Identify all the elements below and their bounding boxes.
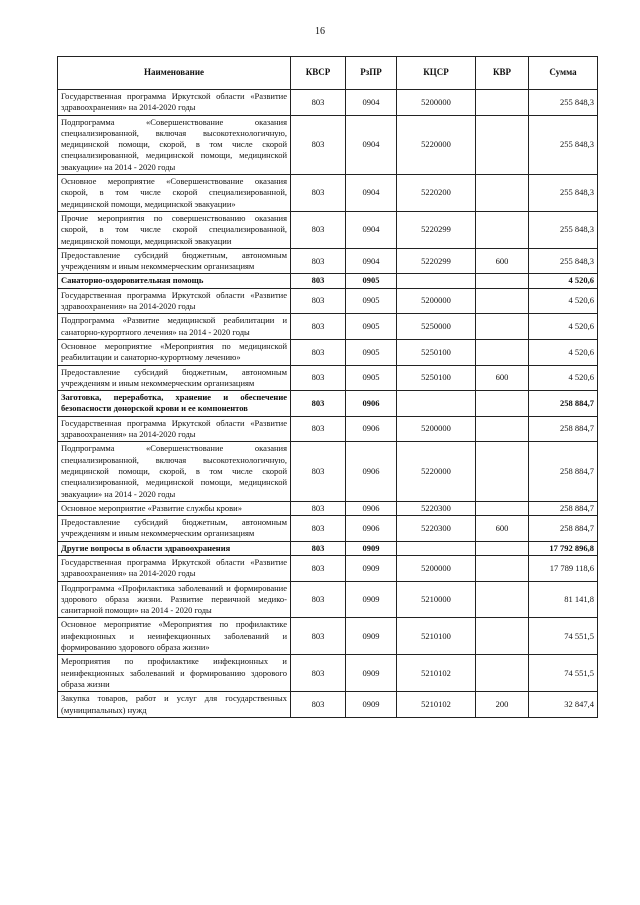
row-kcsr: 5210000 [397, 581, 476, 618]
row-kvsr: 803 [291, 288, 346, 314]
row-kvsr: 803 [291, 692, 346, 718]
row-rzpr: 0906 [346, 391, 397, 417]
row-kvr [476, 655, 529, 692]
row-kvsr: 803 [291, 516, 346, 542]
row-name: Санаторно-оздоровительная помощь [58, 274, 291, 288]
row-rzpr: 0905 [346, 339, 397, 365]
row-rzpr: 0905 [346, 365, 397, 391]
header-name: Наименование [58, 57, 291, 90]
row-name: Основное мероприятие «Развитие службы крови» [58, 501, 291, 515]
row-kvr: 600 [476, 365, 529, 391]
row-sum: 258 884,7 [529, 391, 598, 417]
budget-table [57, 56, 598, 718]
row-name: Государственная программа Иркутской области «Развитие здравоохранения» на 2014-2020 годы [58, 416, 291, 442]
row-kvsr: 803 [291, 115, 346, 174]
row-name: Другие вопросы в области здравоохранения [58, 541, 291, 555]
row-kvr [476, 416, 529, 442]
row-sum: 258 884,7 [529, 442, 598, 501]
row-kcsr: 5220300 [397, 501, 476, 515]
row-sum: 258 884,7 [529, 516, 598, 542]
table-row [58, 175, 598, 212]
row-kvr [476, 314, 529, 340]
row-rzpr: 0905 [346, 288, 397, 314]
table-row [58, 555, 598, 581]
row-name: Основное мероприятие «Совершенствование оказания скорой, в том числе скорой специализированной, медицинской помощи, медицинской эвакуации» [58, 175, 291, 212]
row-kvsr: 803 [291, 618, 346, 655]
row-rzpr: 0909 [346, 618, 397, 655]
row-kcsr [397, 541, 476, 555]
row-name: Заготовка, переработка, хранение и обеспечение безопасности донорской крови и ее компонентов [58, 391, 291, 417]
row-kcsr [397, 274, 476, 288]
row-sum: 4 520,6 [529, 339, 598, 365]
row-kcsr: 5220300 [397, 516, 476, 542]
row-kcsr: 5200000 [397, 288, 476, 314]
row-kvsr: 803 [291, 655, 346, 692]
row-name: Государственная программа Иркутской области «Развитие здравоохранения» на 2014-2020 годы [58, 90, 291, 116]
row-kvsr: 803 [291, 211, 346, 248]
row-kcsr: 5220200 [397, 175, 476, 212]
row-rzpr: 0909 [346, 555, 397, 581]
row-rzpr: 0904 [346, 90, 397, 116]
header-sum: Сумма [529, 57, 598, 90]
row-kcsr: 5200000 [397, 555, 476, 581]
row-kcsr: 5220299 [397, 211, 476, 248]
header-kcsr: КЦСР [397, 57, 476, 90]
row-sum: 4 520,6 [529, 314, 598, 340]
row-sum: 255 848,3 [529, 211, 598, 248]
row-name: Прочие мероприятия по совершенствованию оказания скорой, в том числе скорой специализированной, медицинской помощи, медицинской эвакуации [58, 211, 291, 248]
row-kvr [476, 555, 529, 581]
row-kvsr: 803 [291, 339, 346, 365]
row-rzpr: 0905 [346, 274, 397, 288]
row-kvr [476, 90, 529, 116]
row-kvr [476, 618, 529, 655]
row-sum: 4 520,6 [529, 365, 598, 391]
header-kvsr: КВСР [291, 57, 346, 90]
row-kvsr: 803 [291, 314, 346, 340]
row-kvsr: 803 [291, 175, 346, 212]
page-number: 16 [315, 26, 325, 37]
row-name: Подпрограмма «Совершенствование оказания специализированной, включая высокотехнологичную, медицинской помощи, скорой, в том числе скорой специализированной, медицинской помощи, медицинской эвакуации» на 2014 - 2020 годы [58, 442, 291, 501]
header-rzpr: РзПР [346, 57, 397, 90]
row-rzpr: 0909 [346, 581, 397, 618]
row-kvsr: 803 [291, 581, 346, 618]
row-kvsr: 803 [291, 365, 346, 391]
row-kcsr: 5250100 [397, 365, 476, 391]
table-row [58, 501, 598, 515]
row-sum: 74 551,5 [529, 618, 598, 655]
row-kvsr: 803 [291, 501, 346, 515]
table-row [58, 541, 598, 555]
row-kcsr: 5220000 [397, 442, 476, 501]
row-kcsr: 5200000 [397, 416, 476, 442]
row-kvr [476, 115, 529, 174]
table-row [58, 365, 598, 391]
row-name: Подпрограмма «Совершенствование оказания специализированной, включая высокотехнологичную, медицинской помощи, скорой, в том числе скорой специализированной, медицинской помощи, медицинской эвакуации» на 2014 - 2020 годы [58, 115, 291, 174]
row-name: Предоставление субсидий бюджетным, автономным учреждениям и иным некоммерческим организациям [58, 365, 291, 391]
row-kcsr: 5220299 [397, 248, 476, 274]
table-row [58, 339, 598, 365]
row-sum: 17 792 896,8 [529, 541, 598, 555]
row-name: Основное мероприятие «Мероприятия по медицинской реабилитации и санаторно-курортному лечению» [58, 339, 291, 365]
row-sum: 258 884,7 [529, 501, 598, 515]
row-kvsr: 803 [291, 555, 346, 581]
row-rzpr: 0906 [346, 516, 397, 542]
row-rzpr: 0904 [346, 115, 397, 174]
table-row [58, 248, 598, 274]
row-name: Государственная программа Иркутской области «Развитие здравоохранения» на 2014-2020 годы [58, 288, 291, 314]
row-kvsr: 803 [291, 416, 346, 442]
table-row [58, 211, 598, 248]
table-row [58, 442, 598, 501]
row-kvr [476, 501, 529, 515]
row-rzpr: 0909 [346, 655, 397, 692]
header-kvr: КВР [476, 57, 529, 90]
table-row [58, 655, 598, 692]
table-row [58, 416, 598, 442]
row-sum: 255 848,3 [529, 90, 598, 116]
row-kcsr: 5250000 [397, 314, 476, 340]
row-kvr [476, 339, 529, 365]
row-kvsr: 803 [291, 541, 346, 555]
table-row [58, 90, 598, 116]
row-sum: 258 884,7 [529, 416, 598, 442]
row-kvsr: 803 [291, 442, 346, 501]
row-sum: 255 848,3 [529, 175, 598, 212]
row-kcsr: 5250100 [397, 339, 476, 365]
row-rzpr: 0904 [346, 211, 397, 248]
table-row [58, 692, 598, 718]
row-sum: 32 847,4 [529, 692, 598, 718]
row-name: Подпрограмма «Профилактика заболеваний и формирование здорового образа жизни. Развитие первичной медико-санитарной помощи» на 2014 - 2020 годы [58, 581, 291, 618]
row-kvr [476, 581, 529, 618]
table-row [58, 391, 598, 417]
row-name: Предоставление субсидий бюджетным, автономным учреждениям и иным некоммерческим организациям [58, 516, 291, 542]
row-rzpr: 0906 [346, 501, 397, 515]
row-sum: 17 789 118,6 [529, 555, 598, 581]
row-kcsr [397, 391, 476, 417]
row-name: Государственная программа Иркутской области «Развитие здравоохранения» на 2014-2020 годы [58, 555, 291, 581]
row-rzpr: 0904 [346, 175, 397, 212]
row-kvsr: 803 [291, 274, 346, 288]
row-kvr [476, 541, 529, 555]
table-row [58, 274, 598, 288]
row-kvr: 600 [476, 516, 529, 542]
row-kvr [476, 274, 529, 288]
row-name: Подпрограмма «Развитие медицинской реабилитации и санаторно-курортного лечения» на 2014 - 2020 годы [58, 314, 291, 340]
row-kvr [476, 211, 529, 248]
row-kcsr: 5200000 [397, 90, 476, 116]
row-kvsr: 803 [291, 248, 346, 274]
table-row [58, 618, 598, 655]
row-kvsr: 803 [291, 90, 346, 116]
row-sum: 74 551,5 [529, 655, 598, 692]
table-row [58, 581, 598, 618]
row-name: Закупка товаров, работ и услуг для государственных (муниципальных) нужд [58, 692, 291, 718]
row-kvr: 600 [476, 248, 529, 274]
row-sum: 255 848,3 [529, 115, 598, 174]
row-rzpr: 0909 [346, 692, 397, 718]
row-kcsr: 5210102 [397, 692, 476, 718]
table-row [58, 115, 598, 174]
row-kcsr: 5210100 [397, 618, 476, 655]
row-rzpr: 0906 [346, 416, 397, 442]
row-kvr [476, 442, 529, 501]
row-sum: 81 141,8 [529, 581, 598, 618]
row-rzpr: 0909 [346, 541, 397, 555]
table-header-row [58, 57, 598, 90]
table-row [58, 288, 598, 314]
row-rzpr: 0905 [346, 314, 397, 340]
table-row [58, 314, 598, 340]
row-kcsr: 5210102 [397, 655, 476, 692]
row-kvr: 200 [476, 692, 529, 718]
table-row [58, 516, 598, 542]
row-kvr [476, 175, 529, 212]
row-sum: 4 520,6 [529, 288, 598, 314]
row-rzpr: 0904 [346, 248, 397, 274]
row-kvr [476, 391, 529, 417]
row-kvr [476, 288, 529, 314]
row-rzpr: 0906 [346, 442, 397, 501]
row-sum: 255 848,3 [529, 248, 598, 274]
row-name: Мероприятия по профилактике инфекционных и неинфекционных заболеваний и формированию здорового образа жизни [58, 655, 291, 692]
row-name: Основное мероприятие «Мероприятия по профилактике инфекционных и неинфекционных заболеваний и формированию здорового образа жизни» [58, 618, 291, 655]
row-kvsr: 803 [291, 391, 346, 417]
row-kcsr: 5220000 [397, 115, 476, 174]
row-name: Предоставление субсидий бюджетным, автономным учреждениям и иным некоммерческим организациям [58, 248, 291, 274]
row-sum: 4 520,6 [529, 274, 598, 288]
